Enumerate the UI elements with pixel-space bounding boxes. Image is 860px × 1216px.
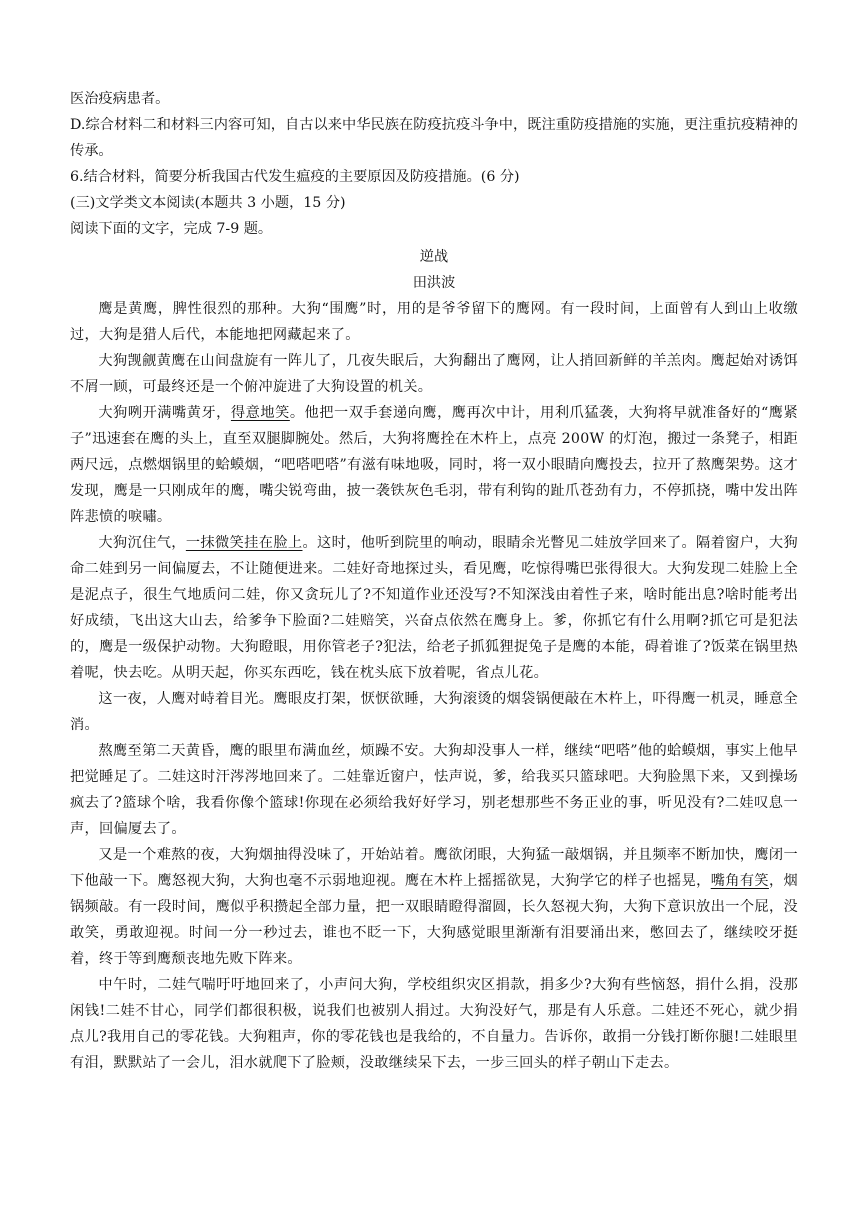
underlined-phrase-3: 嘴角有笑 (710, 873, 769, 889)
section-instruction: 阅读下面的文字，完成 7-9 题。 (70, 221, 273, 237)
story-paragraph-8: 中午时，二娃气喘吁吁地回来了，小声问大狗，学校组织灾区捐款，捐多少?大狗有些恼怒，捐什么捐，没那闲钱!二娃不甘心，同学们都很积极，说我们也被别人捐过。大狗没好气，那是有人乐意。二娃还不死心，就少捐点儿?我用自己的零花钱。大狗粗声，你的零花钱也是我给的，不自量力。告诉你，敢捐一分钱打断你腿!二娃眼里有泪，默默站了一会儿，泪水就爬下了脸颊，没敢继续呆下去，一步三回头的样子朝山下走去。 (70, 977, 798, 1071)
story-paragraph-5: 这一夜，人鹰对峙着目光。鹰眼皮打架，恹恹欲睡，大狗滚烫的烟袋锅便敲在木杵上，吓得鹰一机灵，睡意全消。 (70, 691, 798, 733)
paragraph-4-start: 大狗沉住气， (98, 535, 186, 551)
story-author: 田洪波 (412, 275, 456, 291)
underlined-phrase-1: 得意地笑 (230, 405, 290, 421)
paragraph-3-start: 大狗咧开满嘴黄牙， (98, 405, 231, 421)
paragraph-4-rest: 。这时，他听到院里的响动，眼睛余光瞥见二娃放学回来了。隔着窗户，大狗命二娃到另一间偏厦去，不让随便进来。二娃好奇地探过头，看见鹰，吃惊得嘴巴张得很大。大狗发现二娃脸上全是泥点子，很生气地质问二娃，你又贪玩儿了?不知道作业还没写?不知深浅由着性子来，啥时能出息?啥时能考出好成绩，飞出这大山去，给爹争下脸面?二娃赔笑，兴奋点依然在鹰身上。爹，你抓它有什么用啊?抓它可是犯法的，鹰是一级保护动物。大狗瞪眼，用你管老子?犯法，给老子抓狐狸捉兔子是鹰的本能，碍着谁了?饭菜在锅里热着呢，快去吃。从明天起，你买东西吃，钱在枕头底下放着呢，省点儿花。 (70, 535, 799, 681)
story-paragraph-6: 熬鹰至第二天黄昏，鹰的眼里布满血丝，烦躁不安。大狗却没事人一样，继续“吧嗒”他的蛤蟆烟，事实上他早把觉睡足了。二娃这时汗涔涔地回来了。二娃靠近窗户，怯声说，爹，给我买只篮球吧。大狗脸黑下来，又到操场疯去了?篮球个啥，我看你像个篮球!你现在必须给我好好学习，别老想那些不务正业的事，听见没有?二娃叹息一声，回偏厦去了。 (70, 743, 798, 837)
paragraph-3-rest: 。他把一双手套递向鹰，鹰再次中计，用利爪猛袭，大狗将早就准备好的“鹰紧子”迅速套在鹰的头上，直至双腿脚腕处。然后，大狗将鹰拴在木杵上，点亮 200W 的灯泡，搬过一条凳子，相距两尺远，点燃烟锅里的蛤蟆烟，“吧嗒吧嗒”有滋有味地吸，同时，将一双小眼睛向鹰投去，拉开了熬鹰架势。这才发现，鹰是一只刚成年的鹰，嘴尖锐弯曲，披一袭铁灰色毛羽，带有利钩的趾爪苍劲有力，不停抓挠，嘴中发出阵阵悲愤的唳嘯。 (70, 405, 799, 525)
underlined-phrase-2: 一抹微笑挂在脸上 (185, 535, 303, 551)
document-page (70, 86, 798, 1076)
question-6: 6.结合材料，简要分析我国古代发生瘟疫的主要原因及防疫措施。(6 分) (70, 169, 520, 185)
story-paragraph-4 (70, 530, 798, 686)
story-paragraph-2: 大狗觊觎黄鹰在山间盘旋有一阵儿了，几夜失眠后，大狗翻出了鹰网，让人捎回新鲜的羊羔肉。鹰起始对诱饵不屑一顾，可最终还是一个俯冲旋进了大狗设置的机关。 (70, 353, 798, 395)
story-paragraph-3 (70, 400, 798, 530)
paragraph-7-rest: ，烟锅频敲。有一段时间，鹰似乎积攒起全部力量，把一双眼睛瞪得溜圆，长久怒视大狗，大狗下意识放出一个屁，没敢笑，勇敢迎视。时间一分一秒过去，谁也不眨一下，大狗感觉眼里渐渐有泪要涌出来，憋回去了，继续咬牙挺着，终于等到鹰颓丧地先败下阵来。 (70, 873, 799, 967)
section-heading: (三)文学类文本阅读(本题共 3 小题，15 分) (70, 195, 346, 211)
story-paragraph-1: 鹰是黄鹰，脾性很烈的那种。大狗“围鹰”时，用的是爷爷留下的鹰网。有一段时间，上面曾有人到山上收缴过，大狗是猎人后代，本能地把网藏起来了。 (70, 301, 798, 343)
paragraph-7-start: 又是一个难熬的夜，大狗烟抽得没味了，开始站着。鹰欲闭眼，大狗猛一敲烟锅，并且频率不断加快，鹰闭一下他敲一下。鹰怒视大狗，大狗也毫不示弱地迎视。鹰在木杵上摇摇欲晃，大狗学它的样子也摇晃， (70, 847, 798, 889)
question-continuation: 医治疫病患者。 (70, 91, 170, 107)
story-paragraph-7 (70, 842, 798, 972)
option-d: D.综合材料二和材料三内容可知，自古以来中华民族在防疫抗疫斗争中，既注重防疫措施的实施，更注重抗疫精神的传承。 (70, 117, 798, 159)
story-title: 逆战 (419, 249, 449, 265)
